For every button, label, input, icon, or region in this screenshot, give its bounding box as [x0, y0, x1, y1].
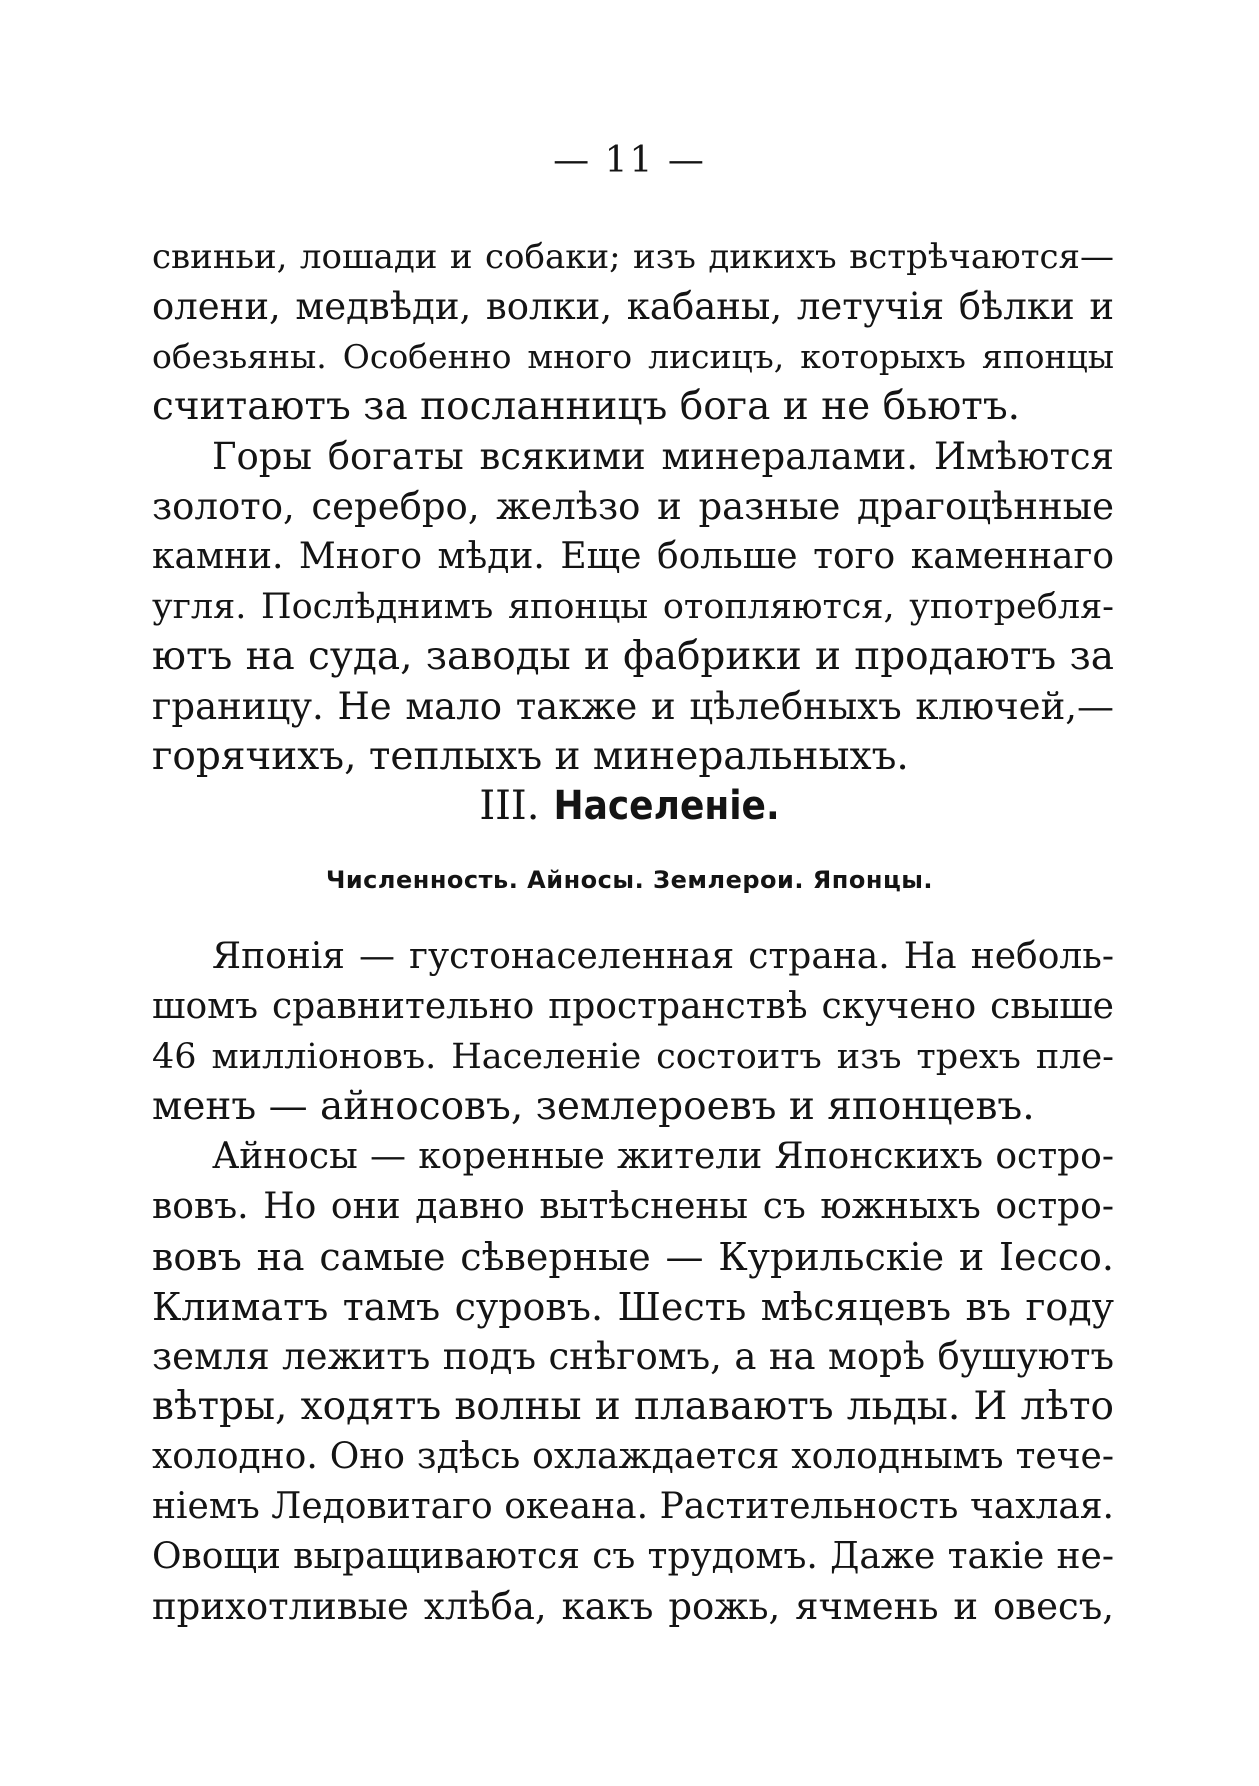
text-line: ніемъ Ледовитаго океана. Растительность чахлая. — [152, 1486, 1114, 1527]
text-line: вовъ на самые сѣверные — Курильскіе и Іессо. — [152, 1235, 1114, 1279]
text-line: Айносы — коренные жители Японскихъ остро- — [212, 1136, 1114, 1177]
text-line: Горы богаты всякими минералами. Имѣются — [212, 435, 1114, 478]
section-title: Населеніе. — [553, 783, 780, 829]
text-line: прихотливые хлѣба, какъ рожь, ячмень и овесъ, — [152, 1585, 1114, 1628]
text-line: горячихъ, теплыхъ и минеральныхъ. — [152, 734, 909, 779]
text-line: ютъ на суда, заводы и фабрики и продаютъ за — [152, 634, 1114, 679]
text-line: золото, серебро, желѣзо и разные драгоцѣнные — [152, 485, 1114, 528]
text-line: Японія — густонаселенная страна. На неболь- — [212, 936, 1114, 977]
section-number: III. — [479, 783, 540, 829]
text-line: свиньи, лошади и собаки; изъ дикихъ встрѣчаются— — [152, 237, 1114, 277]
section-heading — [0, 778, 1259, 834]
text-line: олени, медвѣди, волки, кабаны, летучія бѣлки и — [152, 285, 1114, 328]
section-subtitle: Численность. Айносы. Землерои. Японцы. — [325, 866, 934, 894]
text-line: камни. Много мѣди. Еще больше того каменнаго — [152, 536, 1114, 577]
text-line: Климатъ тамъ суровъ. Шесть мѣсяцевъ въ году — [152, 1285, 1114, 1329]
text-line: вовъ. Но они давно вытѣснены съ южныхъ остро- — [152, 1186, 1114, 1227]
text-line: угля. Послѣднимъ японцы отопляются, употребля- — [152, 587, 1114, 627]
text-line: 46 милліоновъ. Населеніе состоитъ изъ трехъ пле- — [152, 1037, 1114, 1077]
text-line: вѣтры, ходятъ волны и плаваютъ льды. И лѣто — [152, 1384, 1114, 1429]
text-line: обезьяны. Особенно много лисицъ, которыхъ японцы — [152, 337, 1114, 376]
page-number: — 11 — — [553, 140, 706, 181]
text-line: холодно. Оно здѣсь охлаждается холоднымъ тече- — [152, 1436, 1114, 1477]
text-line: считаютъ за посланницъ бога и не бьютъ. — [152, 384, 1021, 429]
text-line: земля лежитъ подъ снѣгомъ, а на морѣ бушуютъ — [152, 1335, 1114, 1378]
text-line: шомъ сравнительно пространствѣ скучено свыше — [152, 986, 1114, 1027]
text-line: менъ — айносовъ, землероевъ и японцевъ. — [152, 1084, 1035, 1129]
text-line: Овощи выращиваются съ трудомъ. Даже такіе не- — [152, 1536, 1114, 1577]
text-line: границу. Не мало также и цѣлебныхъ ключей,— — [152, 685, 1114, 728]
